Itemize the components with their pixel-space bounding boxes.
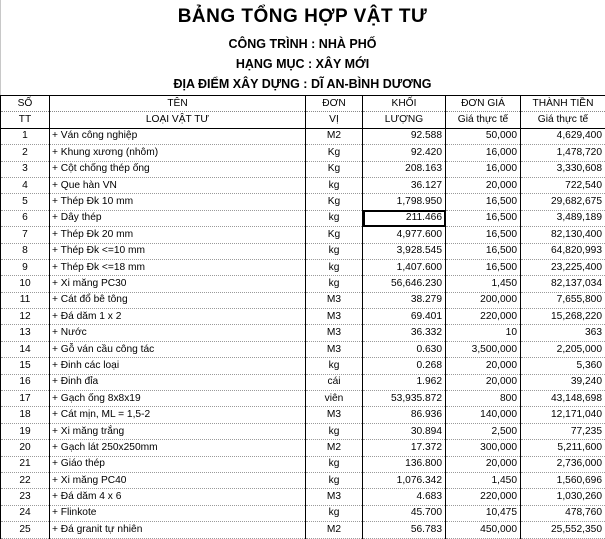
unit-price-cell[interactable]: 140,000 xyxy=(446,407,521,423)
table-row[interactable] xyxy=(1,505,605,521)
material-name-cell[interactable]: + Cột chống thép ống xyxy=(50,161,306,177)
unit-price-cell[interactable]: 16,500 xyxy=(446,194,521,210)
unit-cell[interactable]: viên xyxy=(306,391,363,407)
table-row[interactable] xyxy=(1,177,605,193)
material-name-cell[interactable]: + Thép Đk <=18 mm xyxy=(50,259,306,275)
row-number-cell[interactable]: 10 xyxy=(1,276,50,292)
row-number-cell[interactable]: 1 xyxy=(1,128,50,144)
unit-cell[interactable]: M2 xyxy=(306,440,363,456)
material-name-cell[interactable]: + Gạch lát 250x250mm xyxy=(50,440,306,456)
row-number-cell[interactable]: 16 xyxy=(1,374,50,390)
header-row-2 xyxy=(1,112,605,128)
unit-cell[interactable]: M3 xyxy=(306,341,363,357)
total-cell[interactable]: 363 xyxy=(521,325,605,341)
row-number-cell[interactable]: 7 xyxy=(1,227,50,243)
total-cell[interactable]: 12,171,040 xyxy=(521,407,605,423)
unit-price-cell[interactable]: 16,000 xyxy=(446,161,521,177)
material-name-cell[interactable]: + Đá dăm 4 x 6 xyxy=(50,489,306,505)
header-no[interactable]: SỐ xyxy=(1,96,50,112)
unit-cell[interactable]: M3 xyxy=(306,292,363,308)
location-line: ĐỊA ĐIỂM XÂY DỰNG : DĨ AN-BÌNH DƯƠNG xyxy=(0,77,605,91)
row-number-cell[interactable]: 4 xyxy=(1,177,50,193)
table-row[interactable] xyxy=(1,423,605,439)
quantity-cell[interactable]: 92.420 xyxy=(363,145,446,161)
quantity-cell[interactable]: 86.936 xyxy=(363,407,446,423)
unit-cell[interactable]: cái xyxy=(306,374,363,390)
row-number-cell[interactable]: 3 xyxy=(1,161,50,177)
unit-cell[interactable]: Kg xyxy=(306,194,363,210)
row-number-cell[interactable]: 5 xyxy=(1,194,50,210)
material-name-cell[interactable]: + Giáo thép xyxy=(50,456,306,472)
unit-cell[interactable]: kg xyxy=(306,505,363,521)
total-cell[interactable]: 64,820,993 xyxy=(521,243,605,259)
unit-price-cell[interactable]: 200,000 xyxy=(446,292,521,308)
unit-cell[interactable]: kg xyxy=(306,276,363,292)
unit-price-cell[interactable]: 50,000 xyxy=(446,128,521,144)
unit-price-cell[interactable]: 800 xyxy=(446,391,521,407)
quantity-cell[interactable]: 211.466 xyxy=(363,210,446,226)
table-row[interactable] xyxy=(1,489,605,505)
material-name-cell[interactable]: + Thép Đk 20 mm xyxy=(50,227,306,243)
quantity-cell[interactable]: 136.800 xyxy=(363,456,446,472)
unit-cell[interactable]: Kg xyxy=(306,145,363,161)
header-name[interactable]: TÊN xyxy=(50,96,306,112)
total-cell[interactable]: 4,629,400 xyxy=(521,128,605,144)
unit-price-cell[interactable]: 3,500,000 xyxy=(446,341,521,357)
total-cell[interactable]: 43,148,698 xyxy=(521,391,605,407)
row-number-cell[interactable]: 20 xyxy=(1,440,50,456)
unit-cell[interactable]: Kg xyxy=(306,161,363,177)
unit-cell[interactable]: kg xyxy=(306,210,363,226)
total-cell[interactable]: 1,560,696 xyxy=(521,472,605,488)
table-row[interactable] xyxy=(1,259,605,275)
unit-price-cell[interactable]: 450,000 xyxy=(446,522,521,538)
row-number-cell[interactable]: 18 xyxy=(1,407,50,423)
table-row[interactable] xyxy=(1,440,605,456)
unit-cell[interactable]: M3 xyxy=(306,407,363,423)
quantity-cell[interactable]: 0.630 xyxy=(363,341,446,357)
header-total[interactable]: THÀNH TIỀN xyxy=(521,96,605,112)
header-no-sub[interactable]: TT xyxy=(1,112,50,128)
unit-cell[interactable]: kg xyxy=(306,456,363,472)
row-number-cell[interactable]: 15 xyxy=(1,358,50,374)
quantity-cell[interactable]: 38.279 xyxy=(363,292,446,308)
material-name-cell[interactable]: + Cát mịn, ML = 1,5-2 xyxy=(50,407,306,423)
quantity-cell[interactable]: 4.683 xyxy=(363,489,446,505)
table-row[interactable] xyxy=(1,128,605,144)
unit-price-cell[interactable]: 20,000 xyxy=(446,456,521,472)
unit-price-cell[interactable]: 16,500 xyxy=(446,210,521,226)
row-number-cell[interactable]: 19 xyxy=(1,423,50,439)
table-row[interactable] xyxy=(1,194,605,210)
table-row[interactable] xyxy=(1,292,605,308)
material-name-cell[interactable]: + Thép Đk 10 mm xyxy=(50,194,306,210)
unit-price-cell[interactable]: 20,000 xyxy=(446,358,521,374)
unit-price-cell[interactable]: 1,450 xyxy=(446,472,521,488)
quantity-cell[interactable]: 69.401 xyxy=(363,309,446,325)
table-row[interactable] xyxy=(1,374,605,390)
materials-rows xyxy=(1,128,605,538)
quantity-cell[interactable]: 208.163 xyxy=(363,161,446,177)
header-price[interactable]: ĐƠN GIÁ xyxy=(446,96,521,112)
unit-cell[interactable]: Kg xyxy=(306,227,363,243)
material-name-cell[interactable]: + Gạch ống 8x8x19 xyxy=(50,391,306,407)
quantity-cell[interactable]: 4,977.600 xyxy=(363,227,446,243)
total-cell[interactable]: 3,489,189 xyxy=(521,210,605,226)
unit-price-cell[interactable]: 1,450 xyxy=(446,276,521,292)
unit-cell[interactable]: M3 xyxy=(306,325,363,341)
unit-cell[interactable]: kg xyxy=(306,177,363,193)
quantity-cell[interactable]: 45.700 xyxy=(363,505,446,521)
quantity-cell[interactable]: 1.962 xyxy=(363,374,446,390)
total-cell[interactable]: 29,682,675 xyxy=(521,194,605,210)
unit-price-cell[interactable]: 220,000 xyxy=(446,309,521,325)
table-row[interactable] xyxy=(1,161,605,177)
table-row[interactable] xyxy=(1,358,605,374)
table-row[interactable] xyxy=(1,341,605,357)
table-row[interactable] xyxy=(1,276,605,292)
table-row[interactable] xyxy=(1,522,605,538)
quantity-cell[interactable]: 3,928.545 xyxy=(363,243,446,259)
quantity-cell[interactable]: 17.372 xyxy=(363,440,446,456)
material-name-cell[interactable]: + Đinh đỉa xyxy=(50,374,306,390)
row-number-cell[interactable]: 17 xyxy=(1,391,50,407)
quantity-cell[interactable]: 30.894 xyxy=(363,423,446,439)
material-name-cell[interactable]: + Xi măng PC40 xyxy=(50,472,306,488)
unit-price-cell[interactable]: 10,475 xyxy=(446,505,521,521)
row-number-cell[interactable]: 8 xyxy=(1,243,50,259)
quantity-cell[interactable]: 36.127 xyxy=(363,177,446,193)
total-cell[interactable]: 1,030,260 xyxy=(521,489,605,505)
total-cell[interactable]: 39,240 xyxy=(521,374,605,390)
quantity-cell[interactable]: 1,407.600 xyxy=(363,259,446,275)
total-cell[interactable]: 3,330,608 xyxy=(521,161,605,177)
quantity-cell[interactable]: 36.332 xyxy=(363,325,446,341)
total-cell[interactable]: 15,268,220 xyxy=(521,309,605,325)
unit-price-cell[interactable]: 16,500 xyxy=(446,243,521,259)
total-cell[interactable]: 1,478,720 xyxy=(521,145,605,161)
row-number-cell[interactable]: 23 xyxy=(1,489,50,505)
row-number-cell[interactable]: 11 xyxy=(1,292,50,308)
unit-cell[interactable]: M3 xyxy=(306,489,363,505)
total-cell[interactable]: 23,225,400 xyxy=(521,259,605,275)
material-name-cell[interactable]: + Gỗ ván cầu công tác xyxy=(50,341,306,357)
unit-price-cell[interactable]: 16,500 xyxy=(446,227,521,243)
material-name-cell[interactable]: + Cát đổ bê tông xyxy=(50,292,306,308)
header-price-sub[interactable]: Giá thực tế xyxy=(446,112,521,128)
table-row[interactable] xyxy=(1,145,605,161)
unit-cell[interactable]: M3 xyxy=(306,309,363,325)
materials-table xyxy=(0,95,605,539)
row-number-cell[interactable]: 21 xyxy=(1,456,50,472)
row-number-cell[interactable]: 13 xyxy=(1,325,50,341)
table-row[interactable] xyxy=(1,407,605,423)
unit-cell[interactable]: kg xyxy=(306,472,363,488)
unit-price-cell[interactable]: 220,000 xyxy=(446,489,521,505)
unit-cell[interactable]: kg xyxy=(306,243,363,259)
material-name-cell[interactable]: + Flinkote xyxy=(50,505,306,521)
total-cell[interactable]: 2,205,000 xyxy=(521,341,605,357)
material-name-cell[interactable]: + Ván công nghiệp xyxy=(50,128,306,144)
row-number-cell[interactable]: 12 xyxy=(1,309,50,325)
quantity-cell[interactable]: 56,646.230 xyxy=(363,276,446,292)
material-name-cell[interactable]: + Que hàn VN xyxy=(50,177,306,193)
project-line: CÔNG TRÌNH : NHÀ PHỐ xyxy=(0,37,605,51)
material-name-cell[interactable]: + Thép Đk <=10 mm xyxy=(50,243,306,259)
row-number-cell[interactable]: 22 xyxy=(1,472,50,488)
header-qty-sub[interactable]: LƯỢNG xyxy=(363,112,446,128)
total-cell[interactable]: 2,736,000 xyxy=(521,456,605,472)
row-number-cell[interactable]: 24 xyxy=(1,505,50,521)
total-cell[interactable]: 77,235 xyxy=(521,423,605,439)
total-cell[interactable]: 5,211,600 xyxy=(521,440,605,456)
material-name-cell[interactable]: + Đá granit tự nhiên xyxy=(50,522,306,538)
total-cell[interactable]: 7,655,800 xyxy=(521,292,605,308)
total-cell[interactable]: 82,130,400 xyxy=(521,227,605,243)
unit-price-cell[interactable]: 16,000 xyxy=(446,145,521,161)
materials-table-wrap xyxy=(0,95,605,539)
material-name-cell[interactable]: + Xi măng PC30 xyxy=(50,276,306,292)
quantity-cell[interactable]: 1,076.342 xyxy=(363,472,446,488)
quantity-cell[interactable]: 53,935.872 xyxy=(363,391,446,407)
unit-cell[interactable]: M2 xyxy=(306,522,363,538)
table-row[interactable] xyxy=(1,472,605,488)
material-name-cell[interactable]: + Đinh các loại xyxy=(50,358,306,374)
unit-price-cell[interactable]: 20,000 xyxy=(446,374,521,390)
unit-cell[interactable]: kg xyxy=(306,358,363,374)
header-name-sub[interactable]: LOẠI VẬT TƯ xyxy=(50,112,306,128)
header-unit-sub[interactable]: VỊ xyxy=(306,112,363,128)
quantity-cell[interactable]: 92.588 xyxy=(363,128,446,144)
unit-price-cell[interactable]: 300,000 xyxy=(446,440,521,456)
total-cell[interactable]: 478,760 xyxy=(521,505,605,521)
row-number-cell[interactable]: 14 xyxy=(1,341,50,357)
category-line: HẠNG MỤC : XÂY MỚI xyxy=(0,57,605,71)
header-total-sub[interactable]: Giá thực tế xyxy=(521,112,605,128)
material-name-cell[interactable]: + Xi măng trắng xyxy=(50,423,306,439)
sheet-title: BẢNG TỔNG HỢP VẬT TƯ xyxy=(0,6,605,28)
row-number-cell[interactable]: 25 xyxy=(1,522,50,538)
row-number-cell[interactable]: 6 xyxy=(1,210,50,226)
total-cell[interactable]: 722,540 xyxy=(521,177,605,193)
table-row[interactable] xyxy=(1,456,605,472)
unit-price-cell[interactable]: 20,000 xyxy=(446,177,521,193)
unit-cell[interactable]: kg xyxy=(306,423,363,439)
table-row[interactable] xyxy=(1,227,605,243)
row-number-cell[interactable]: 9 xyxy=(1,259,50,275)
unit-price-cell[interactable]: 2,500 xyxy=(446,423,521,439)
total-cell[interactable]: 82,137,034 xyxy=(521,276,605,292)
material-name-cell[interactable]: + Dây thép xyxy=(50,210,306,226)
total-cell[interactable]: 5,360 xyxy=(521,358,605,374)
table-row[interactable] xyxy=(1,210,605,226)
unit-cell[interactable]: kg xyxy=(306,259,363,275)
header-unit[interactable]: ĐƠN xyxy=(306,96,363,112)
unit-price-cell[interactable]: 10 xyxy=(446,325,521,341)
material-name-cell[interactable]: + Nước xyxy=(50,325,306,341)
header-row-1 xyxy=(1,96,605,112)
material-name-cell[interactable]: + Đá dăm 1 x 2 xyxy=(50,309,306,325)
total-cell[interactable]: 25,552,350 xyxy=(521,522,605,538)
table-row[interactable] xyxy=(1,309,605,325)
quantity-cell[interactable]: 0.268 xyxy=(363,358,446,374)
table-row[interactable] xyxy=(1,391,605,407)
table-row[interactable] xyxy=(1,325,605,341)
quantity-cell[interactable]: 56.783 xyxy=(363,522,446,538)
table-row[interactable] xyxy=(1,243,605,259)
quantity-cell[interactable]: 1,798.950 xyxy=(363,194,446,210)
unit-price-cell[interactable]: 16,500 xyxy=(446,259,521,275)
header-qty[interactable]: KHỐI xyxy=(363,96,446,112)
material-name-cell[interactable]: + Khung xương (nhôm) xyxy=(50,145,306,161)
row-number-cell[interactable]: 2 xyxy=(1,145,50,161)
unit-cell[interactable]: M2 xyxy=(306,128,363,144)
